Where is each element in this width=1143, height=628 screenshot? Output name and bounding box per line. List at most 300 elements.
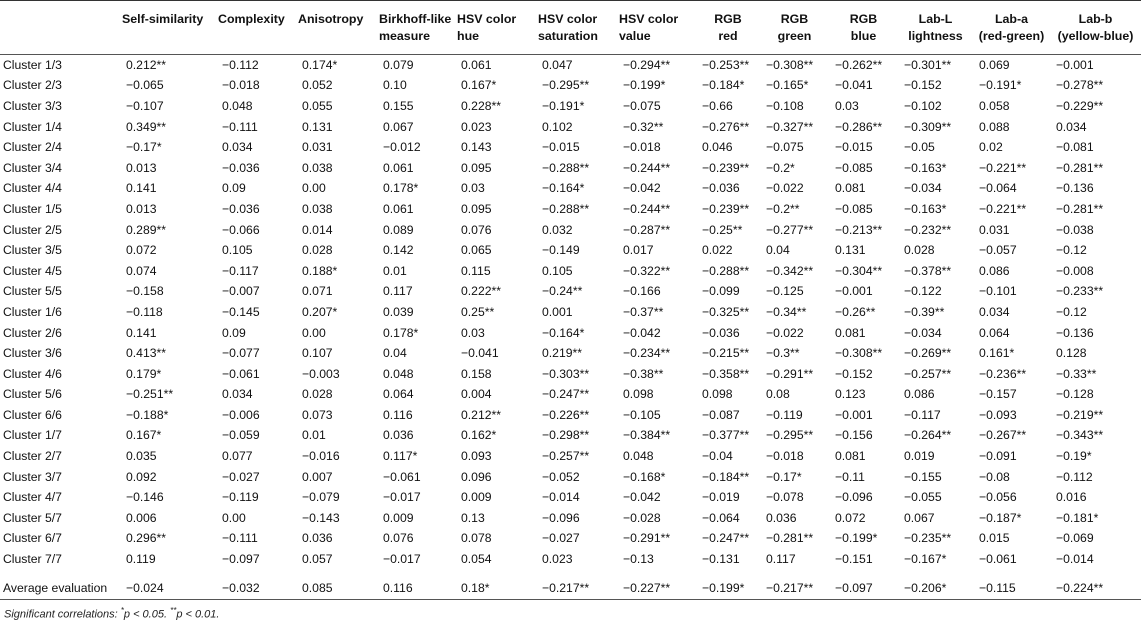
table-cell: −0.199* xyxy=(702,581,745,596)
table-cell: −0.077 xyxy=(222,346,260,361)
row-label: Cluster 1/6 xyxy=(3,304,62,319)
table-cell: −0.358** xyxy=(702,366,750,381)
table-cell: 0.167* xyxy=(461,78,497,93)
table-cell: −0.024 xyxy=(126,581,164,596)
table-cell: −0.19* xyxy=(1056,449,1092,464)
table-row xyxy=(0,466,1141,487)
row-label: Cluster 1/5 xyxy=(3,201,62,216)
table-cell: −0.091 xyxy=(979,449,1017,464)
table-cell: 0.076 xyxy=(461,222,492,237)
table-cell: −0.12 xyxy=(1056,304,1087,319)
table-cell: −0.04 xyxy=(702,449,733,464)
table-cell: 0.017 xyxy=(623,243,654,258)
table-cell: 0.031 xyxy=(302,140,333,155)
table-cell: −0.17* xyxy=(766,469,802,484)
table-cell: −0.277** xyxy=(766,222,814,237)
table-cell: 0.207* xyxy=(302,304,338,319)
table-cell: −0.097 xyxy=(835,581,873,596)
table-cell: −0.007 xyxy=(222,284,260,299)
table-cell: −0.156 xyxy=(835,428,873,443)
table-cell: −0.012 xyxy=(383,140,421,155)
table-cell: 0.092 xyxy=(126,469,157,484)
table-cell: 0.022 xyxy=(702,243,733,258)
table-cell: −0.11 xyxy=(835,469,865,484)
table-cell: 0.178* xyxy=(383,181,419,196)
table-cell: −0.041 xyxy=(461,346,499,361)
table-cell: −0.065 xyxy=(126,78,164,93)
table-cell: −0.291** xyxy=(766,366,814,381)
significance-footnote xyxy=(4,606,219,621)
table-cell: 0.046 xyxy=(702,140,733,155)
table-cell: 0.01 xyxy=(302,428,326,443)
column-header-line2: value xyxy=(619,29,651,43)
table-cell: 0.155 xyxy=(383,98,414,113)
table-cell: −0.122 xyxy=(904,284,942,299)
table-cell: 0.057 xyxy=(302,552,333,567)
table-cell: −0.191* xyxy=(979,78,1022,93)
table-cell: −0.267** xyxy=(979,428,1027,443)
table-cell: −0.036 xyxy=(222,201,260,216)
table-cell: −0.125 xyxy=(766,284,804,299)
table-cell: −0.288** xyxy=(542,160,590,175)
column-header xyxy=(829,1,898,55)
row-label: Cluster 4/4 xyxy=(3,181,62,196)
table-cell: −0.281** xyxy=(1056,160,1104,175)
table-cell: −0.164* xyxy=(542,325,585,340)
table-cell: −0.377** xyxy=(702,428,750,443)
table-cell: 0.105 xyxy=(222,243,253,258)
table-cell: 0.107 xyxy=(302,346,333,361)
table-cell: 0.078 xyxy=(461,531,492,546)
table-cell: −0.247** xyxy=(702,531,750,546)
table-row xyxy=(0,75,1141,96)
table-cell: −0.107 xyxy=(126,98,164,113)
table-row xyxy=(0,528,1141,549)
table-cell: −0.215** xyxy=(702,346,750,361)
table-row xyxy=(0,363,1141,384)
table-cell: 0.061 xyxy=(383,201,414,216)
table-cell: −0.309** xyxy=(904,119,952,134)
table-cell: −0.146 xyxy=(126,490,164,505)
table-cell: 0.096 xyxy=(461,469,492,484)
footnote-star-double: ** xyxy=(170,606,177,615)
table-cell: 0.174* xyxy=(302,58,338,73)
table-row xyxy=(0,322,1141,343)
row-label: Cluster 2/4 xyxy=(3,140,62,155)
table-row xyxy=(0,199,1141,220)
table-row xyxy=(0,157,1141,178)
table-cell: −0.055 xyxy=(904,490,942,505)
table-cell: 0.064 xyxy=(979,325,1010,340)
table-cell: 0.178* xyxy=(383,325,419,340)
row-label: Cluster 5/5 xyxy=(3,284,62,299)
table-cell: −0.165* xyxy=(766,78,809,93)
column-header xyxy=(617,1,696,55)
table-cell: −0.064 xyxy=(702,510,740,525)
table-cell: −0.019 xyxy=(702,490,740,505)
table-cell: 0.098 xyxy=(623,387,654,402)
table-cell: −0.181* xyxy=(1056,510,1099,525)
table-cell: 0.289** xyxy=(126,222,166,237)
table-cell: 0.222** xyxy=(461,284,501,299)
row-label: Cluster 2/7 xyxy=(3,449,62,464)
table-cell: −0.022 xyxy=(766,181,804,196)
row-label: Cluster 7/7 xyxy=(3,552,62,567)
footnote-p-001: p < 0.01. xyxy=(176,608,220,621)
table-cell: 0.116 xyxy=(383,581,413,596)
table-row xyxy=(0,302,1141,323)
table-cell: −0.303** xyxy=(542,366,590,381)
table-cell: −0.232** xyxy=(904,222,952,237)
column-header-line1: RGB xyxy=(849,12,878,26)
column-header-line1: Lab-L xyxy=(918,12,953,26)
table-cell: 0.048 xyxy=(623,449,654,464)
table-cell: −0.136 xyxy=(1056,181,1094,196)
table-cell: −0.229** xyxy=(1056,98,1104,113)
table-cell: 0.413** xyxy=(126,346,166,361)
table-cell: −0.188* xyxy=(126,407,169,422)
table-cell: −0.016 xyxy=(302,449,340,464)
table-cell: −0.33** xyxy=(1056,366,1097,381)
table-cell: 0.03 xyxy=(461,325,485,340)
table-cell: −0.075 xyxy=(766,140,804,155)
table-cell: −0.097 xyxy=(222,552,260,567)
table-cell: 0.006 xyxy=(126,510,157,525)
column-header-line1: RGB xyxy=(780,12,809,26)
table-cell: −0.038 xyxy=(1056,222,1094,237)
table-cell: −0.066 xyxy=(222,222,260,237)
table-cell: −0.003 xyxy=(302,366,340,381)
table-cell: −0.253** xyxy=(702,58,750,73)
table-cell: −0.278** xyxy=(1056,78,1104,93)
table-cell: −0.288** xyxy=(702,263,750,278)
table-cell: 0.069 xyxy=(979,58,1010,73)
table-cell: 0.296** xyxy=(126,531,166,546)
table-row xyxy=(0,178,1141,199)
table-cell: −0.286** xyxy=(835,119,883,134)
table-cell: 0.117 xyxy=(766,552,796,567)
table-cell: 0.03 xyxy=(835,98,859,113)
table-cell: 0.228** xyxy=(461,98,501,113)
table-cell: −0.096 xyxy=(542,510,580,525)
row-label: Cluster 1/7 xyxy=(3,428,62,443)
table-cell: −0.018 xyxy=(766,449,804,464)
table-row xyxy=(0,116,1141,137)
table-cell: 0.117* xyxy=(383,449,418,464)
table-cell: −0.151 xyxy=(835,552,873,567)
table-cell: −0.239** xyxy=(702,201,750,216)
table-cell: −0.298** xyxy=(542,428,590,443)
table-cell: 0.00 xyxy=(302,325,326,340)
table-cell: 0.081 xyxy=(835,181,866,196)
table-cell: −0.157 xyxy=(979,387,1017,402)
average-row xyxy=(0,577,1141,599)
table-cell: −0.131 xyxy=(702,552,740,567)
table-cell: −0.128 xyxy=(1056,387,1094,402)
table-cell: 0.10 xyxy=(383,78,407,93)
table-cell: 0.072 xyxy=(835,510,866,525)
table-cell: −0.219** xyxy=(1056,407,1104,422)
row-label: Cluster 1/3 xyxy=(3,58,62,73)
table-cell: −0.191* xyxy=(542,98,585,113)
table-cell: 0.039 xyxy=(383,304,414,319)
table-cell: −0.66 xyxy=(702,98,733,113)
row-label: Average evaluation xyxy=(3,581,108,596)
table-cell: −0.001 xyxy=(835,407,873,422)
table-cell: 0.167* xyxy=(126,428,162,443)
table-cell: −0.281** xyxy=(1056,201,1104,216)
table-cell: −0.236** xyxy=(979,366,1027,381)
table-cell: −0.257** xyxy=(542,449,590,464)
table-cell: 0.212** xyxy=(461,407,501,422)
spacer-cell xyxy=(0,569,1141,577)
table-cell: 0.076 xyxy=(383,531,414,546)
header-row xyxy=(0,1,1141,55)
table-cell: −0.26** xyxy=(835,304,876,319)
table-cell: 0.105 xyxy=(542,263,573,278)
table-cell: 0.067 xyxy=(383,119,414,134)
column-header xyxy=(973,1,1050,55)
table-cell: 0.18* xyxy=(461,581,490,596)
table-cell: −0.32** xyxy=(623,119,664,134)
table-cell: −0.264** xyxy=(904,428,952,443)
table-cell: −0.224** xyxy=(1056,581,1104,596)
table-cell: 0.061 xyxy=(383,160,414,175)
table-cell: −0.187* xyxy=(979,510,1022,525)
table-cell: 0.085 xyxy=(302,581,333,596)
table-cell: 0.212** xyxy=(126,58,166,73)
table-cell: 0.131 xyxy=(835,243,866,258)
table-cell: 0.071 xyxy=(302,284,333,299)
table-cell: 0.088 xyxy=(979,119,1010,134)
table-cell: 0.047 xyxy=(542,58,573,73)
table-cell: −0.295** xyxy=(766,428,814,443)
table-cell: −0.38** xyxy=(623,366,664,381)
table-cell: −0.085 xyxy=(835,160,873,175)
table-cell: −0.036 xyxy=(222,160,260,175)
table-cell: 0.102 xyxy=(542,119,573,134)
table-row xyxy=(0,240,1141,261)
table-cell: 0.035 xyxy=(126,449,157,464)
table-cell: 0.03 xyxy=(461,181,485,196)
table-cell: −0.115 xyxy=(979,581,1016,596)
row-label: Cluster 4/5 xyxy=(3,263,62,278)
table-cell: −0.096 xyxy=(835,490,873,505)
table-body xyxy=(0,55,1141,600)
column-header-line1: Complexity xyxy=(218,12,285,26)
table-cell: 0.036 xyxy=(383,428,414,443)
table-cell: 0.093 xyxy=(461,449,492,464)
table-cell: 0.04 xyxy=(766,243,790,258)
column-header-line2: blue xyxy=(850,29,877,43)
column-header-line2: saturation xyxy=(538,29,598,43)
table-cell: 0.09 xyxy=(222,325,246,340)
table-cell: −0.262** xyxy=(835,58,883,73)
table-cell: 0.015 xyxy=(979,531,1010,546)
table-cell: −0.239** xyxy=(702,160,750,175)
table-cell: 0.08 xyxy=(766,387,790,402)
table-cell: −0.184** xyxy=(702,469,750,484)
table-cell: −0.2** xyxy=(766,201,800,216)
table-cell: 0.162* xyxy=(461,428,497,443)
row-label: Cluster 3/7 xyxy=(3,469,62,484)
footnote-star-single: * xyxy=(120,606,124,615)
table-cell: −0.281** xyxy=(766,531,814,546)
table-cell: −0.233** xyxy=(1056,284,1104,299)
table-cell: 0.179* xyxy=(126,366,162,381)
column-header-line2: lightness xyxy=(908,29,963,43)
table-cell: −0.027 xyxy=(542,531,580,546)
column-header xyxy=(536,1,617,55)
column-header xyxy=(696,1,760,55)
table-cell: −0.042 xyxy=(623,325,661,340)
table-cell: 0.25** xyxy=(461,304,495,319)
table-cell: −0.234** xyxy=(623,346,671,361)
table-cell: −0.108 xyxy=(766,98,804,113)
table-cell: −0.119 xyxy=(766,407,803,422)
table-cell: −0.014 xyxy=(1056,552,1094,567)
table-cell: −0.152 xyxy=(835,366,873,381)
table-cell: −0.145 xyxy=(222,304,260,319)
table-cell: 0.158 xyxy=(461,366,492,381)
spacer-row xyxy=(0,569,1141,577)
table-cell: −0.217** xyxy=(542,581,590,596)
table-cell: 0.016 xyxy=(1056,490,1087,505)
table-cell: 0.141 xyxy=(126,325,157,340)
table-cell: −0.064 xyxy=(979,181,1017,196)
table-cell: −0.017 xyxy=(383,552,421,567)
table-cell: −0.325** xyxy=(702,304,750,319)
table-cell: −0.112 xyxy=(222,58,259,73)
table-cell: 0.077 xyxy=(222,449,253,464)
column-header-line1: HSV color xyxy=(619,12,679,26)
table-cell: −0.112 xyxy=(1056,469,1093,484)
table-cell: −0.05 xyxy=(904,140,935,155)
table-cell: −0.102 xyxy=(904,98,942,113)
table-cell: 0.028 xyxy=(302,387,333,402)
table-cell: −0.12 xyxy=(1056,243,1087,258)
table-cell: 0.141 xyxy=(126,181,157,196)
table-cell: −0.032 xyxy=(222,581,260,596)
table-cell: 0.219** xyxy=(542,346,582,361)
table-cell: 0.014 xyxy=(302,222,333,237)
table-cell: 0.13 xyxy=(461,510,485,525)
table-cell: 0.009 xyxy=(383,510,414,525)
table-cell: 0.131 xyxy=(302,119,333,134)
table-cell: −0.295** xyxy=(542,78,590,93)
table-row xyxy=(0,281,1141,302)
table-cell: 0.117 xyxy=(383,284,413,299)
table-cell: −0.078 xyxy=(766,490,804,505)
row-label: Cluster 3/3 xyxy=(3,98,62,113)
table-cell: 0.00 xyxy=(302,181,326,196)
row-label: Cluster 2/5 xyxy=(3,222,62,237)
table-row xyxy=(0,384,1141,405)
row-label: Cluster 4/7 xyxy=(3,490,62,505)
table-cell: −0.075 xyxy=(623,98,661,113)
table-row xyxy=(0,425,1141,446)
table-cell: −0.221** xyxy=(979,201,1027,216)
table-cell: −0.155 xyxy=(904,469,942,484)
table-cell: 0.013 xyxy=(126,201,157,216)
table-row xyxy=(0,55,1141,76)
table-cell: 0.004 xyxy=(461,387,492,402)
table-cell: −0.105 xyxy=(623,407,661,422)
table-cell: 0.034 xyxy=(979,304,1010,319)
table-cell: 0.064 xyxy=(383,387,414,402)
table-cell: 0.034 xyxy=(222,387,253,402)
table-cell: −0.117 xyxy=(222,263,259,278)
table-cell: 0.023 xyxy=(461,119,492,134)
table-cell: −0.143 xyxy=(302,510,340,525)
table-cell: 0.188* xyxy=(302,263,338,278)
table-cell: −0.291** xyxy=(623,531,671,546)
table-cell: 0.048 xyxy=(383,366,414,381)
table-cell: −0.217** xyxy=(766,581,814,596)
column-header xyxy=(455,1,536,55)
table-cell: 0.052 xyxy=(302,78,333,93)
column-header-line1: Birkhoff-like xyxy=(379,12,452,26)
table-cell: 0.038 xyxy=(302,160,333,175)
table-row xyxy=(0,260,1141,281)
column-header-line2: hue xyxy=(457,29,480,43)
table-cell: −0.343** xyxy=(1056,428,1104,443)
table-cell: −0.136 xyxy=(1056,325,1094,340)
table-cell: −0.327** xyxy=(766,119,814,134)
table-cell: 0.061 xyxy=(461,58,492,73)
table-cell: −0.158 xyxy=(126,284,164,299)
table-cell: 0.079 xyxy=(383,58,414,73)
table-cell: −0.017 xyxy=(383,490,421,505)
table-cell: 0.007 xyxy=(302,469,333,484)
table-cell: −0.101 xyxy=(979,284,1017,299)
table-cell: 0.048 xyxy=(222,98,253,113)
table-cell: −0.269** xyxy=(904,346,952,361)
table-cell: −0.34** xyxy=(766,304,807,319)
table-cell: −0.036 xyxy=(702,181,740,196)
table-cell: −0.37** xyxy=(623,304,664,319)
row-label: Cluster 3/4 xyxy=(3,160,62,175)
table-cell: −0.235** xyxy=(904,531,952,546)
table-cell: −0.008 xyxy=(1056,263,1094,278)
table-cell: −0.226** xyxy=(542,407,590,422)
table-cell: 0.065 xyxy=(461,243,492,258)
table-cell: −0.057 xyxy=(979,243,1017,258)
table-cell: −0.304** xyxy=(835,263,883,278)
table-cell: −0.022 xyxy=(766,325,804,340)
table-row xyxy=(0,219,1141,240)
row-label: Cluster 5/7 xyxy=(3,510,62,525)
table-cell: 0.119 xyxy=(126,552,156,567)
row-label: Cluster 2/6 xyxy=(3,325,62,340)
table-cell: −0.149 xyxy=(542,243,580,258)
table-cell: −0.111 xyxy=(222,119,258,134)
row-label: Cluster 3/5 xyxy=(3,243,62,258)
column-header-line1: HSV color xyxy=(457,12,517,26)
column-header-line1: HSV color xyxy=(538,12,598,26)
table-row xyxy=(0,343,1141,364)
row-label: Cluster 6/7 xyxy=(3,531,62,546)
table-cell: −0.322** xyxy=(623,263,671,278)
table-cell: 0.086 xyxy=(904,387,935,402)
table-cell: −0.167* xyxy=(904,552,947,567)
table-cell: −0.244** xyxy=(623,201,671,216)
table-cell: −0.221** xyxy=(979,160,1027,175)
table-cell: 0.142 xyxy=(383,243,414,258)
table-cell: −0.118 xyxy=(126,304,163,319)
table-cell: 0.013 xyxy=(126,160,157,175)
table-cell: 0.089 xyxy=(383,222,414,237)
